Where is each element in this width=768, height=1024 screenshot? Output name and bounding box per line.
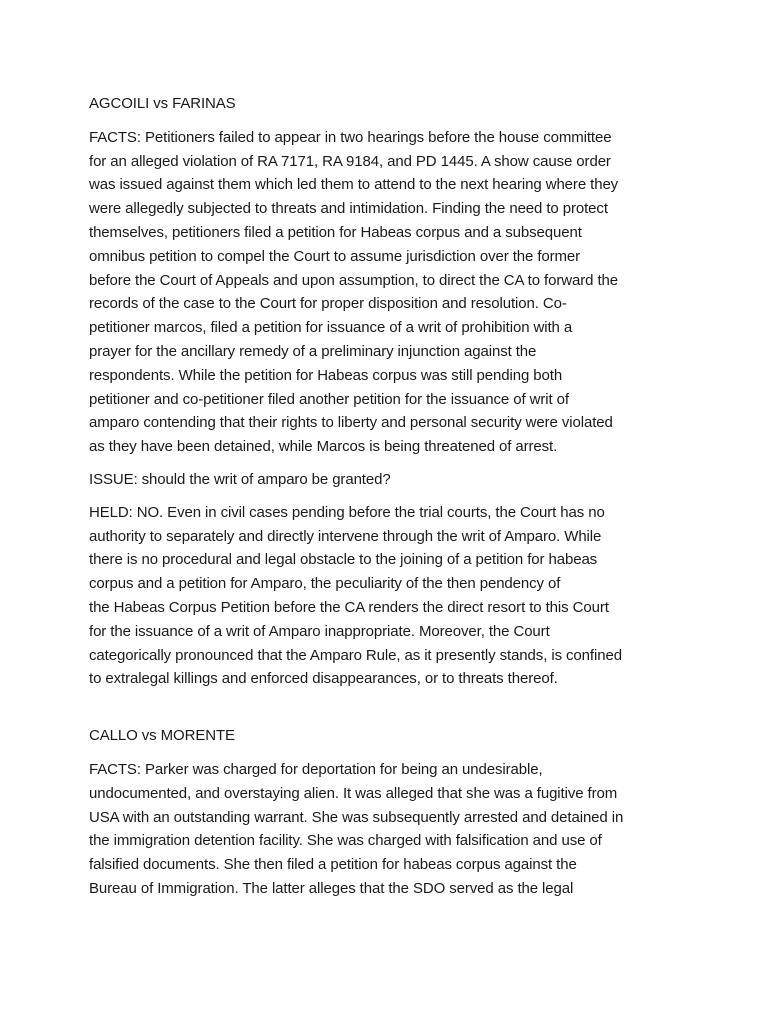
text-line: corpus and a petition for Amparo, the peculiarity of the then pendency of	[89, 575, 561, 593]
section-spacer	[89, 700, 689, 724]
text-line: for an alleged violation of RA 7171, RA 9184, and PD 1445. A show cause order	[89, 152, 611, 170]
text-line: before the Court of Appeals and upon assumption, to direct the CA to forward the	[89, 271, 618, 289]
text-line: as they have been detained, while Marcos is being threatened of arrest.	[89, 438, 558, 456]
text-line: authority to separately and directly intervene through the writ of Amparo. While	[89, 527, 602, 545]
text-line: the immigration detention facility. She was charged with falsification and use of	[89, 832, 602, 850]
text-line: the Habeas Corpus Petition before the CA renders the direct resort to this Court	[89, 598, 609, 616]
case-title: AGCOILI vs FARINAS	[89, 95, 236, 112]
text-line: petitioner and co-petitioner filed another petition for the issuance of writ of	[89, 390, 569, 408]
text-line: undocumented, and overstaying alien. It was alleged that she was a fugitive from	[89, 784, 618, 802]
text-line: prayer for the ancillary remedy of a preliminary injunction against the	[89, 342, 537, 360]
issue-paragraph	[89, 468, 689, 492]
text-line: to extralegal killings and enforced disappearances, or to threats thereof.	[89, 670, 558, 688]
held-paragraph	[89, 501, 689, 691]
text-line: HELD: NO. Even in civil cases pending before the trial courts, the Court has no	[89, 503, 605, 521]
text-line: themselves, petitioners filed a petition for Habeas corpus and a subsequent	[89, 223, 582, 241]
case-section	[89, 92, 689, 691]
text-line: was issued against them which led them to attend to the next hearing where they	[89, 176, 619, 194]
text-line: for the issuance of a writ of Amparo inappropriate. Moreover, the Court	[89, 622, 550, 640]
text-line: USA with an outstanding warrant. She was subsequently arrested and detained in	[89, 808, 624, 826]
text-line: categorically pronounced that the Amparo Rule, as it presently stands, is confined	[89, 646, 622, 664]
case-title: CALLO vs MORENTE	[89, 727, 235, 745]
text-line: Bureau of Immigration. The latter alleges that the SDO served as the legal	[89, 879, 574, 897]
text-line: omnibus petition to compel the Court to assume jurisdiction over the former	[89, 247, 581, 265]
text-line: were allegedly subjected to threats and intimidation. Finding the need to protect	[89, 200, 608, 218]
text-line: respondents. While the petition for Habeas corpus was still pending both	[89, 366, 563, 384]
text-line: there is no procedural and legal obstacle to the joining of a petition for habeas	[89, 551, 598, 569]
facts-paragraph	[89, 758, 689, 901]
text-line: records of the case to the Court for proper disposition and resolution. Co-	[89, 295, 567, 313]
text-line: falsified documents. She then filed a petition for habeas corpus against the	[89, 856, 577, 874]
text-line: FACTS: Parker was charged for deportation for being an undesirable,	[89, 760, 543, 778]
case-section	[89, 724, 689, 901]
text-line: petitioner marcos, filed a petition for issuance of a writ of prohibition with a	[89, 319, 573, 337]
text-line: FACTS: Petitioners failed to appear in two hearings before the house committee	[89, 128, 612, 146]
document-body	[89, 92, 689, 910]
text-line: ISSUE: should the writ of amparo be granted?	[89, 470, 391, 488]
text-line: amparo contending that their rights to liberty and personal security were violated	[89, 414, 613, 432]
facts-paragraph	[89, 126, 689, 459]
